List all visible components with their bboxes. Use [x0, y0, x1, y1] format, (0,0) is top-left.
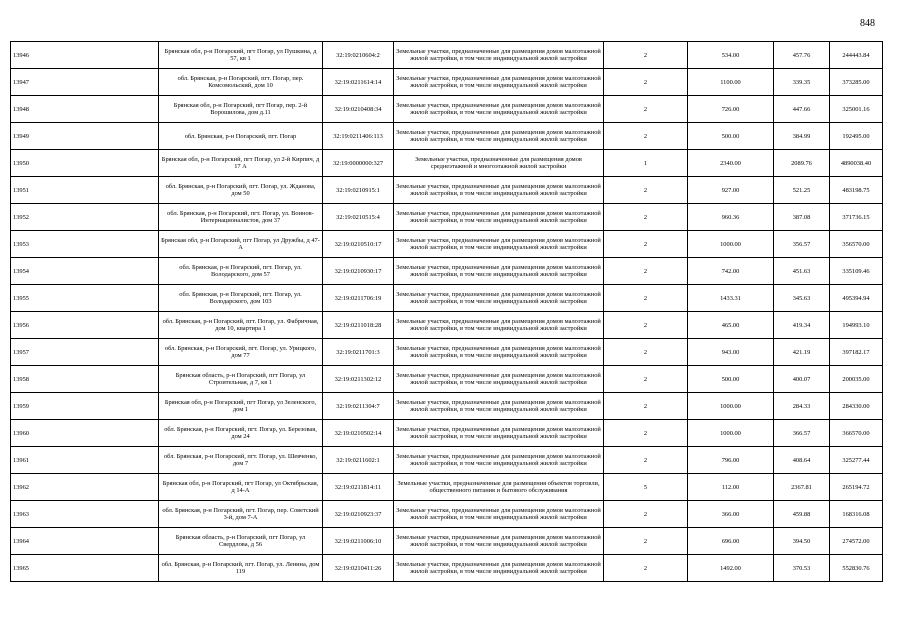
group-number-cell: 2: [604, 285, 688, 312]
cadastral-value-cell: 265194.72: [830, 474, 883, 501]
group-number-cell: 2: [604, 528, 688, 555]
area-cell: 112.00: [688, 474, 774, 501]
address-cell: Брянская обл, р-н Погарский, пгт Погар, ул Зеленского, дом 1: [159, 393, 323, 420]
cadastral-value-cell: 483198.75: [830, 177, 883, 204]
address-cell: обл. Брянская, р-н Погарский, пгт. Погар, ул. Жданова, дом 50: [159, 177, 323, 204]
row-number-cell: 13959: [11, 393, 159, 420]
group-number-cell: 2: [604, 366, 688, 393]
specific-value-cell: 421.19: [774, 339, 830, 366]
cadastral-number-cell: 32:19:0211706:19: [323, 285, 394, 312]
specific-value-cell: 451.63: [774, 258, 830, 285]
group-number-cell: 2: [604, 42, 688, 69]
specific-value-cell: 521.25: [774, 177, 830, 204]
cadastral-value-cell: 356570.00: [830, 231, 883, 258]
specific-value-cell: 2089.76: [774, 150, 830, 177]
row-number-cell: 13950: [11, 150, 159, 177]
table-row: [11, 339, 883, 366]
cadastral-number-cell: 32:19:0210408:34: [323, 96, 394, 123]
area-cell: 960.36: [688, 204, 774, 231]
group-number-cell: 5: [604, 474, 688, 501]
cadastral-number-cell: 32:19:0211614:14: [323, 69, 394, 96]
address-cell: Брянская обл, р-н Погарский, пгт Погар, ул 2-й Кирпич, д 17 А: [159, 150, 323, 177]
specific-value-cell: 356.57: [774, 231, 830, 258]
area-cell: 927.00: [688, 177, 774, 204]
address-cell: Брянская область, р-н Погарский, пгт Погар, ул Свердлова, д 56: [159, 528, 323, 555]
row-number-cell: 13951: [11, 177, 159, 204]
land-use-cell: Земельные участки, предназначенные для размещения домов малоэтажной жилой застройки, в том числе индивидуальной жилой застройки: [394, 69, 604, 96]
land-use-cell: Земельные участки, предназначенные для размещения домов малоэтажной жилой застройки, в том числе индивидуальной жилой застройки: [394, 231, 604, 258]
group-number-cell: 2: [604, 69, 688, 96]
specific-value-cell: 370.53: [774, 555, 830, 582]
cadastral-number-cell: 32:19:0210411:26: [323, 555, 394, 582]
land-use-cell: Земельные участки, предназначенные для размещения домов малоэтажной жилой застройки, в том числе индивидуальной жилой застройки: [394, 501, 604, 528]
cadastral-number-cell: 32:19:0210604:2: [323, 42, 394, 69]
cadastral-value-cell: 366570.00: [830, 420, 883, 447]
area-cell: 726.00: [688, 96, 774, 123]
row-number-cell: 13955: [11, 285, 159, 312]
group-number-cell: 2: [604, 258, 688, 285]
group-number-cell: 2: [604, 447, 688, 474]
cadastral-number-cell: 32:19:0210915:1: [323, 177, 394, 204]
group-number-cell: 2: [604, 231, 688, 258]
cadastral-number-cell: 32:19:0211406:113: [323, 123, 394, 150]
specific-value-cell: 447.66: [774, 96, 830, 123]
group-number-cell: 2: [604, 555, 688, 582]
cadastral-value-cell: 373285.00: [830, 69, 883, 96]
specific-value-cell: 366.57: [774, 420, 830, 447]
cadastral-number-cell: 32:19:0211302:12: [323, 366, 394, 393]
address-cell: обл. Брянская, р-н Погарский, пгт. Погар, ул. Урицкого, дом 77: [159, 339, 323, 366]
area-cell: 1100.00: [688, 69, 774, 96]
table-row: [11, 474, 883, 501]
specific-value-cell: 459.88: [774, 501, 830, 528]
address-cell: Брянская обл, р-н Погарский, пгт Погар, пер. 2-й Ворошилова, дом д.11: [159, 96, 323, 123]
table-row: [11, 285, 883, 312]
row-number-cell: 13947: [11, 69, 159, 96]
cadastral-value-cell: 4890038.40: [830, 150, 883, 177]
area-cell: 742.00: [688, 258, 774, 285]
table-row: [11, 150, 883, 177]
land-use-cell: Земельные участки, предназначенные для размещения домов малоэтажной жилой застройки, в том числе индивидуальной жилой застройки: [394, 528, 604, 555]
cadastral-number-cell: 32:19:0210502:14: [323, 420, 394, 447]
address-cell: обл. Брянская, р-н Погарский, пгт. Погар, пер. Советский 3-й, дом 7-А: [159, 501, 323, 528]
cadastral-number-cell: 32:19:0210515:4: [323, 204, 394, 231]
group-number-cell: 2: [604, 393, 688, 420]
cadastral-value-cell: 274572.00: [830, 528, 883, 555]
cadastral-value-cell: 284330.00: [830, 393, 883, 420]
cadastral-number-cell: 32:19:0211304:7: [323, 393, 394, 420]
group-number-cell: 2: [604, 96, 688, 123]
cadastral-value-cell: 194993.10: [830, 312, 883, 339]
table-row: [11, 528, 883, 555]
land-use-cell: Земельные участки, предназначенные для размещения домов малоэтажной жилой застройки, в том числе индивидуальной жилой застройки: [394, 420, 604, 447]
land-use-cell: Земельные участки, предназначенные для размещения домов малоэтажной жилой застройки, в том числе индивидуальной жилой застройки: [394, 42, 604, 69]
specific-value-cell: 384.99: [774, 123, 830, 150]
cadastral-number-cell: 32:19:0211701:3: [323, 339, 394, 366]
cadastral-value-table: [10, 41, 883, 582]
group-number-cell: 2: [604, 312, 688, 339]
table-row: [11, 501, 883, 528]
specific-value-cell: 457.76: [774, 42, 830, 69]
area-cell: 366.00: [688, 501, 774, 528]
cadastral-value-cell: 244443.84: [830, 42, 883, 69]
table-row: [11, 231, 883, 258]
row-number-cell: 13946: [11, 42, 159, 69]
specific-value-cell: 408.64: [774, 447, 830, 474]
page-number: 848: [860, 18, 875, 29]
land-use-cell: Земельные участки, предназначенные для размещения домов малоэтажной жилой застройки, в том числе индивидуальной жилой застройки: [394, 285, 604, 312]
row-number-cell: 13948: [11, 96, 159, 123]
table-row: [11, 96, 883, 123]
group-number-cell: 1: [604, 150, 688, 177]
row-number-cell: 13954: [11, 258, 159, 285]
row-number-cell: 13964: [11, 528, 159, 555]
address-cell: обл. Брянская, р-н Погарский, пгт. Погар, ул. Березовая, дом 24: [159, 420, 323, 447]
address-cell: обл. Брянская, р-н Погарский, пгт. Погар, ул. Володарского, дом 57: [159, 258, 323, 285]
land-use-cell: Земельные участки, предназначенные для размещения объектов торговли, общественного питания и бытового обслуживания: [394, 474, 604, 501]
group-number-cell: 2: [604, 177, 688, 204]
cadastral-value-cell: 371736.15: [830, 204, 883, 231]
cadastral-value-cell: 200035.00: [830, 366, 883, 393]
row-number-cell: 13953: [11, 231, 159, 258]
table-row: [11, 447, 883, 474]
specific-value-cell: 387.08: [774, 204, 830, 231]
land-use-cell: Земельные участки, предназначенные для размещения домов малоэтажной жилой застройки, в том числе индивидуальной жилой застройки: [394, 393, 604, 420]
area-cell: 500.00: [688, 366, 774, 393]
area-cell: 796.00: [688, 447, 774, 474]
table-row: [11, 177, 883, 204]
specific-value-cell: 339.35: [774, 69, 830, 96]
land-use-cell: Земельные участки, предназначенные для размещения домов среднеэтажной и многоэтажной жилой застройки: [394, 150, 604, 177]
address-cell: обл. Брянская, р-н Погарский, пгт. Погар, ул. Фабричная, дом 10, квартира 1: [159, 312, 323, 339]
cadastral-value-cell: 335109.46: [830, 258, 883, 285]
land-use-cell: Земельные участки, предназначенные для размещения домов малоэтажной жилой застройки, в том числе индивидуальной жилой застройки: [394, 258, 604, 285]
land-use-cell: Земельные участки, предназначенные для размещения домов малоэтажной жилой застройки, в том числе индивидуальной жилой застройки: [394, 555, 604, 582]
cadastral-value-cell: 192495.00: [830, 123, 883, 150]
table-row: [11, 69, 883, 96]
table-row: [11, 258, 883, 285]
area-cell: 1433.31: [688, 285, 774, 312]
land-use-cell: Земельные участки, предназначенные для размещения домов малоэтажной жилой застройки, в том числе индивидуальной жилой застройки: [394, 312, 604, 339]
address-cell: обл. Брянская, р-н Погарский, пгт. Погар, ул. Володарского, дом 103: [159, 285, 323, 312]
table-row: [11, 42, 883, 69]
specific-value-cell: 419.34: [774, 312, 830, 339]
address-cell: Брянская обл, р-н Погарский, пгт Погар, ул Пушкина, д 57, кв 1: [159, 42, 323, 69]
row-number-cell: 13960: [11, 420, 159, 447]
cadastral-number-cell: 32:19:0211602:1: [323, 447, 394, 474]
address-cell: обл. Брянская, р-н Погарский, пгт. Погар: [159, 123, 323, 150]
row-number-cell: 13961: [11, 447, 159, 474]
land-use-cell: Земельные участки, предназначенные для размещения домов малоэтажной жилой застройки, в том числе индивидуальной жилой застройки: [394, 339, 604, 366]
specific-value-cell: 2367.81: [774, 474, 830, 501]
cadastral-value-cell: 168316.08: [830, 501, 883, 528]
address-cell: Брянская обл, р-н Погарский, пгт Погар, ул Дружбы, д 47-А: [159, 231, 323, 258]
row-number-cell: 13958: [11, 366, 159, 393]
table-row: [11, 366, 883, 393]
address-cell: обл. Брянская, р-н Погарский, пгт. Погар, пер. Комсомольский, дом 10: [159, 69, 323, 96]
cadastral-number-cell: 32:19:0000000:327: [323, 150, 394, 177]
address-cell: Брянская обл, р-н Погарский, пгт Погар, ул Октябрьская, д 14-А: [159, 474, 323, 501]
cadastral-number-cell: 32:19:0210510:17: [323, 231, 394, 258]
land-use-cell: Земельные участки, предназначенные для размещения домов малоэтажной жилой застройки, в том числе индивидуальной жилой застройки: [394, 204, 604, 231]
land-use-cell: Земельные участки, предназначенные для размещения домов малоэтажной жилой застройки, в том числе индивидуальной жилой застройки: [394, 366, 604, 393]
group-number-cell: 2: [604, 501, 688, 528]
cadastral-number-cell: 32:19:0211006:10: [323, 528, 394, 555]
cadastral-value-cell: 495394.94: [830, 285, 883, 312]
land-use-cell: Земельные участки, предназначенные для размещения домов малоэтажной жилой застройки, в том числе индивидуальной жилой застройки: [394, 447, 604, 474]
table-row: [11, 555, 883, 582]
cadastral-value-cell: 552830.76: [830, 555, 883, 582]
cadastral-number-cell: 32:19:0211814:11: [323, 474, 394, 501]
table-row: [11, 123, 883, 150]
area-cell: 1000.00: [688, 231, 774, 258]
row-number-cell: 13957: [11, 339, 159, 366]
cadastral-value-cell: 325277.44: [830, 447, 883, 474]
area-cell: 2340.00: [688, 150, 774, 177]
row-number-cell: 13963: [11, 501, 159, 528]
address-cell: Брянская область, р-н Погарский, пгт Погар, ул Строительная, д 7, кв 1: [159, 366, 323, 393]
specific-value-cell: 345.63: [774, 285, 830, 312]
area-cell: 500.00: [688, 123, 774, 150]
land-use-cell: Земельные участки, предназначенные для размещения домов малоэтажной жилой застройки, в том числе индивидуальной жилой застройки: [394, 177, 604, 204]
table-row: [11, 204, 883, 231]
cadastral-number-cell: 32:19:0211018:28: [323, 312, 394, 339]
row-number-cell: 13962: [11, 474, 159, 501]
specific-value-cell: 400.07: [774, 366, 830, 393]
group-number-cell: 2: [604, 420, 688, 447]
land-use-cell: Земельные участки, предназначенные для размещения домов малоэтажной жилой застройки, в том числе индивидуальной жилой застройки: [394, 96, 604, 123]
area-cell: 1000.00: [688, 393, 774, 420]
area-cell: 465.00: [688, 312, 774, 339]
cadastral-number-cell: 32:19:0210930:17: [323, 258, 394, 285]
specific-value-cell: 284.33: [774, 393, 830, 420]
row-number-cell: 13965: [11, 555, 159, 582]
area-cell: 943.00: [688, 339, 774, 366]
group-number-cell: 2: [604, 339, 688, 366]
table-row: [11, 393, 883, 420]
row-number-cell: 13956: [11, 312, 159, 339]
table-row: [11, 420, 883, 447]
row-number-cell: 13949: [11, 123, 159, 150]
cadastral-number-cell: 32:19:0210923:37: [323, 501, 394, 528]
area-cell: 534.00: [688, 42, 774, 69]
row-number-cell: 13952: [11, 204, 159, 231]
address-cell: обл. Брянская, р-н Погарский, пгт. Погар, ул. Ленина, дом 119: [159, 555, 323, 582]
table-body: [11, 42, 883, 582]
area-cell: 696.00: [688, 528, 774, 555]
area-cell: 1000.00: [688, 420, 774, 447]
cadastral-value-cell: 325001.16: [830, 96, 883, 123]
address-cell: обл. Брянская, р-н Погарский, пгт. Погар, ул. Воинов-Интернационалистов, дом 37: [159, 204, 323, 231]
land-use-cell: Земельные участки, предназначенные для размещения домов малоэтажной жилой застройки, в том числе индивидуальной жилой застройки: [394, 123, 604, 150]
area-cell: 1492.00: [688, 555, 774, 582]
cadastral-value-cell: 397182.17: [830, 339, 883, 366]
group-number-cell: 2: [604, 204, 688, 231]
address-cell: обл. Брянская, р-н Погарский, пгт. Погар, ул. Шевченко, дом 7: [159, 447, 323, 474]
group-number-cell: 2: [604, 123, 688, 150]
table-row: [11, 312, 883, 339]
specific-value-cell: 394.50: [774, 528, 830, 555]
